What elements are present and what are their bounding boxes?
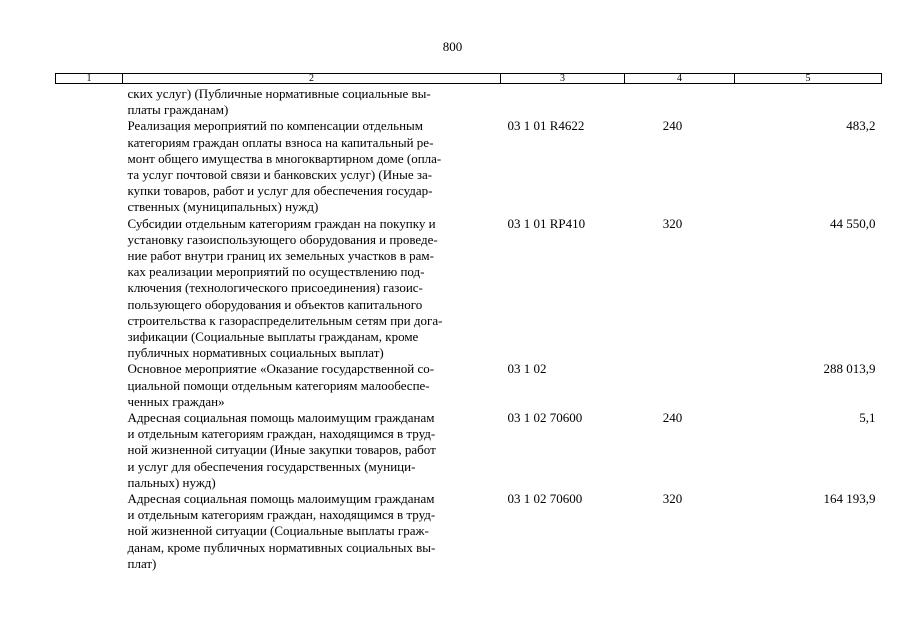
item-code: 03 1 02 70600 xyxy=(507,410,583,426)
item-name-line: Реализация мероприятий по компенсации отдельным xyxy=(127,118,424,134)
table-body xyxy=(56,84,882,573)
table-row xyxy=(56,84,882,119)
item-name-line: ских услуг) (Публичные нормативные социальные вы- xyxy=(127,86,431,101)
column-header-4: 4 xyxy=(625,74,735,84)
item-expense-type xyxy=(625,84,735,119)
item-name-line: категориям граждан оплаты взноса на капитальный ре- xyxy=(127,134,434,150)
item-name-line: ках реализации мероприятий по осуществлению под- xyxy=(127,264,425,280)
item-name-line: пользующего оборудования и объектов капитального xyxy=(127,296,423,312)
item-code: 03 1 01 RP410 xyxy=(507,215,586,231)
item-name-line: строительства к газораспределительным сетям при дога- xyxy=(127,312,443,328)
table-row xyxy=(56,410,882,491)
item-name xyxy=(123,216,501,362)
item-code: 03 1 01 R4622 xyxy=(507,118,585,134)
item-code: 03 1 02 70600 xyxy=(507,491,583,507)
item-code xyxy=(501,84,625,119)
item-name-line: Субсидии отдельным категориям граждан на покупку и xyxy=(127,215,436,231)
item-expense-type: 240 xyxy=(662,410,683,426)
item-amount: 483,2 xyxy=(846,118,876,134)
item-name-line: ной жизненной ситуации (Социальные выплаты граж- xyxy=(127,523,429,539)
item-name xyxy=(123,410,501,491)
item-name-line: монт общего имущества в многоквартирном доме (опла- xyxy=(127,150,442,166)
item-name-line: данам, кроме публичных нормативных социальных вы- xyxy=(127,539,436,555)
item-name-line: зификации (Социальные выплаты гражданам, кроме xyxy=(127,329,419,345)
item-expense-type: 320 xyxy=(662,215,683,231)
item-name-line: купки товаров, работ и услуг для обеспечения государ- xyxy=(127,183,433,199)
item-name-line: ственных (муниципальных) нужд) xyxy=(127,199,319,215)
page-number: 800 xyxy=(442,39,463,54)
row-number-cell xyxy=(56,361,123,410)
row-number-cell xyxy=(56,118,123,215)
item-name-line: та услуг почтовой связи и банковских услуг) (Иные за- xyxy=(127,167,433,183)
column-header-3: 3 xyxy=(501,74,625,84)
table-header xyxy=(56,74,882,84)
column-header-2: 2 xyxy=(123,74,501,84)
item-name-line: плат) xyxy=(127,555,157,571)
table-row xyxy=(56,118,882,215)
item-expense-type: 320 xyxy=(662,491,683,507)
item-name-line: платы гражданам) xyxy=(127,102,229,118)
item-name-line: и отдельным категориям граждан, находящимся в труд- xyxy=(127,507,436,523)
item-name xyxy=(123,491,501,572)
row-number-cell xyxy=(56,216,123,362)
budget-table xyxy=(55,73,882,572)
column-header-1: 1 xyxy=(56,74,123,84)
item-expense-type xyxy=(625,361,735,410)
item-name-line: ной жизненной ситуации (Иные закупки товаров, работ xyxy=(127,442,436,458)
item-name-line: пальных) нужд) xyxy=(127,474,216,490)
item-amount: 5,1 xyxy=(859,410,876,426)
item-name-line: ченных граждан» xyxy=(127,393,225,409)
column-header-5: 5 xyxy=(735,74,882,84)
row-number-cell xyxy=(56,84,123,119)
item-name-line: и услуг для обеспечения государственных (муници- xyxy=(127,458,416,474)
table-row xyxy=(56,361,882,410)
header-row xyxy=(56,74,882,84)
item-name xyxy=(123,84,501,119)
table-row xyxy=(56,491,882,572)
item-amount xyxy=(735,84,882,119)
item-name-line: Адресная социальная помощь малоимущим гражданам xyxy=(127,410,435,426)
item-amount: 288 013,9 xyxy=(823,361,876,377)
item-amount: 164 193,9 xyxy=(823,491,876,507)
item-name xyxy=(123,361,501,410)
item-name-line: установку газоиспользующего оборудования и проведе- xyxy=(127,231,438,247)
item-name-line: и отдельным категориям граждан, находящимся в труд- xyxy=(127,426,436,442)
item-code: 03 1 02 xyxy=(507,361,547,377)
row-number-cell xyxy=(56,410,123,491)
item-name xyxy=(123,118,501,215)
item-name-line: циальной помощи отдельным категориям малообеспе- xyxy=(127,377,430,393)
item-name-line: Основное мероприятие «Оказание государственной со- xyxy=(127,361,435,377)
item-amount: 44 550,0 xyxy=(830,215,876,231)
item-expense-type: 240 xyxy=(662,118,683,134)
item-name-line: ключения (технологического присоединения) газоис- xyxy=(127,280,423,296)
item-name-line: публичных нормативных социальных выплат) xyxy=(127,345,384,361)
row-number-cell xyxy=(56,491,123,572)
item-name-line: Адресная социальная помощь малоимущим гражданам xyxy=(127,491,435,507)
table-row xyxy=(56,216,882,362)
item-name-line: ние работ внутри границ их земельных участков в рам- xyxy=(127,248,434,264)
